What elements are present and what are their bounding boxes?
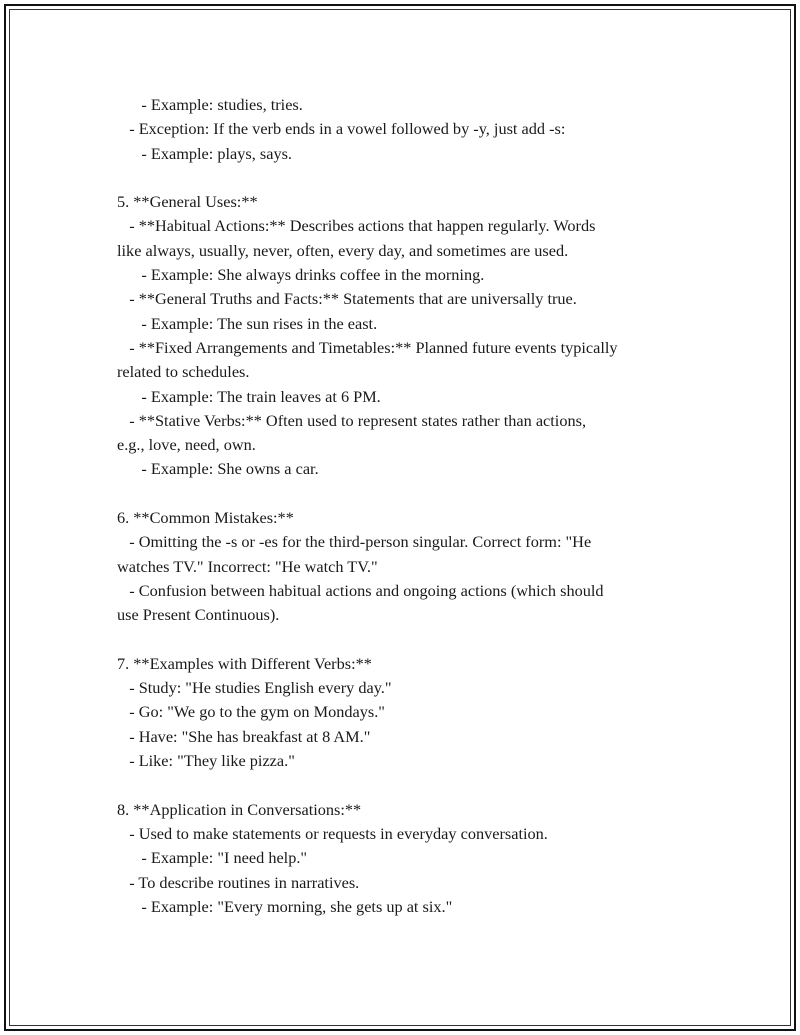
text-line: - **General Truths and Facts:** Statements that are universally true. bbox=[117, 289, 577, 309]
text-line: - Example: She always drinks coffee in the morning. bbox=[117, 265, 485, 285]
text-line: - Used to make statements or requests in everyday conversation. bbox=[117, 823, 548, 843]
text-line: - To describe routines in narratives. bbox=[117, 872, 360, 892]
text-line: - Omitting the -s or -es for the third-person singular. Correct form: "He bbox=[117, 532, 592, 552]
text-line: - Like: "They like pizza." bbox=[117, 751, 295, 771]
text-line: - Example: "Every morning, she gets up at six." bbox=[117, 896, 453, 916]
text-line: - Example: The sun rises in the east. bbox=[117, 313, 378, 333]
blank-line bbox=[117, 482, 697, 506]
blank-line bbox=[117, 773, 697, 797]
section-heading: 8. **Application in Conversations:** bbox=[117, 799, 362, 819]
text-line: watches TV." Incorrect: "He watch TV." bbox=[117, 556, 378, 576]
text-line: - **Stative Verbs:** Often used to represent states rather than actions, bbox=[117, 410, 587, 430]
document-body bbox=[117, 93, 697, 919]
text-line: - Example: studies, tries. bbox=[117, 95, 303, 114]
text-line: - Confusion between habitual actions and ongoing actions (which should bbox=[117, 580, 604, 600]
text-line: - Go: "We go to the gym on Mondays." bbox=[117, 702, 385, 722]
text-line: like always, usually, never, often, every day, and sometimes are used. bbox=[117, 240, 569, 260]
text-line: - Example: "I need help." bbox=[117, 848, 308, 868]
section-heading: 5. **General Uses:** bbox=[117, 192, 258, 212]
text-line: - Example: The train leaves at 6 PM. bbox=[117, 386, 381, 406]
text-line: - Exception: If the verb ends in a vowel followed by -y, just add -s: bbox=[117, 119, 566, 139]
text-line: - Have: "She has breakfast at 8 AM." bbox=[117, 726, 371, 746]
text-line: - Study: "He studies English every day." bbox=[117, 678, 392, 698]
blank-line bbox=[117, 166, 697, 190]
section-heading: 6. **Common Mistakes:** bbox=[117, 508, 294, 528]
text-line: related to schedules. bbox=[117, 362, 250, 382]
text-line: - Example: She owns a car. bbox=[117, 459, 319, 479]
text-line: - Example: plays, says. bbox=[117, 143, 292, 163]
text-line: use Present Continuous). bbox=[117, 605, 280, 625]
text-line: - **Habitual Actions:** Describes actions that happen regularly. Words bbox=[117, 216, 596, 236]
blank-line bbox=[117, 628, 697, 652]
text-line: e.g., love, need, own. bbox=[117, 435, 256, 455]
text-line: - **Fixed Arrangements and Timetables:** Planned future events typically bbox=[117, 337, 618, 357]
section-heading: 7. **Examples with Different Verbs:** bbox=[117, 653, 372, 673]
